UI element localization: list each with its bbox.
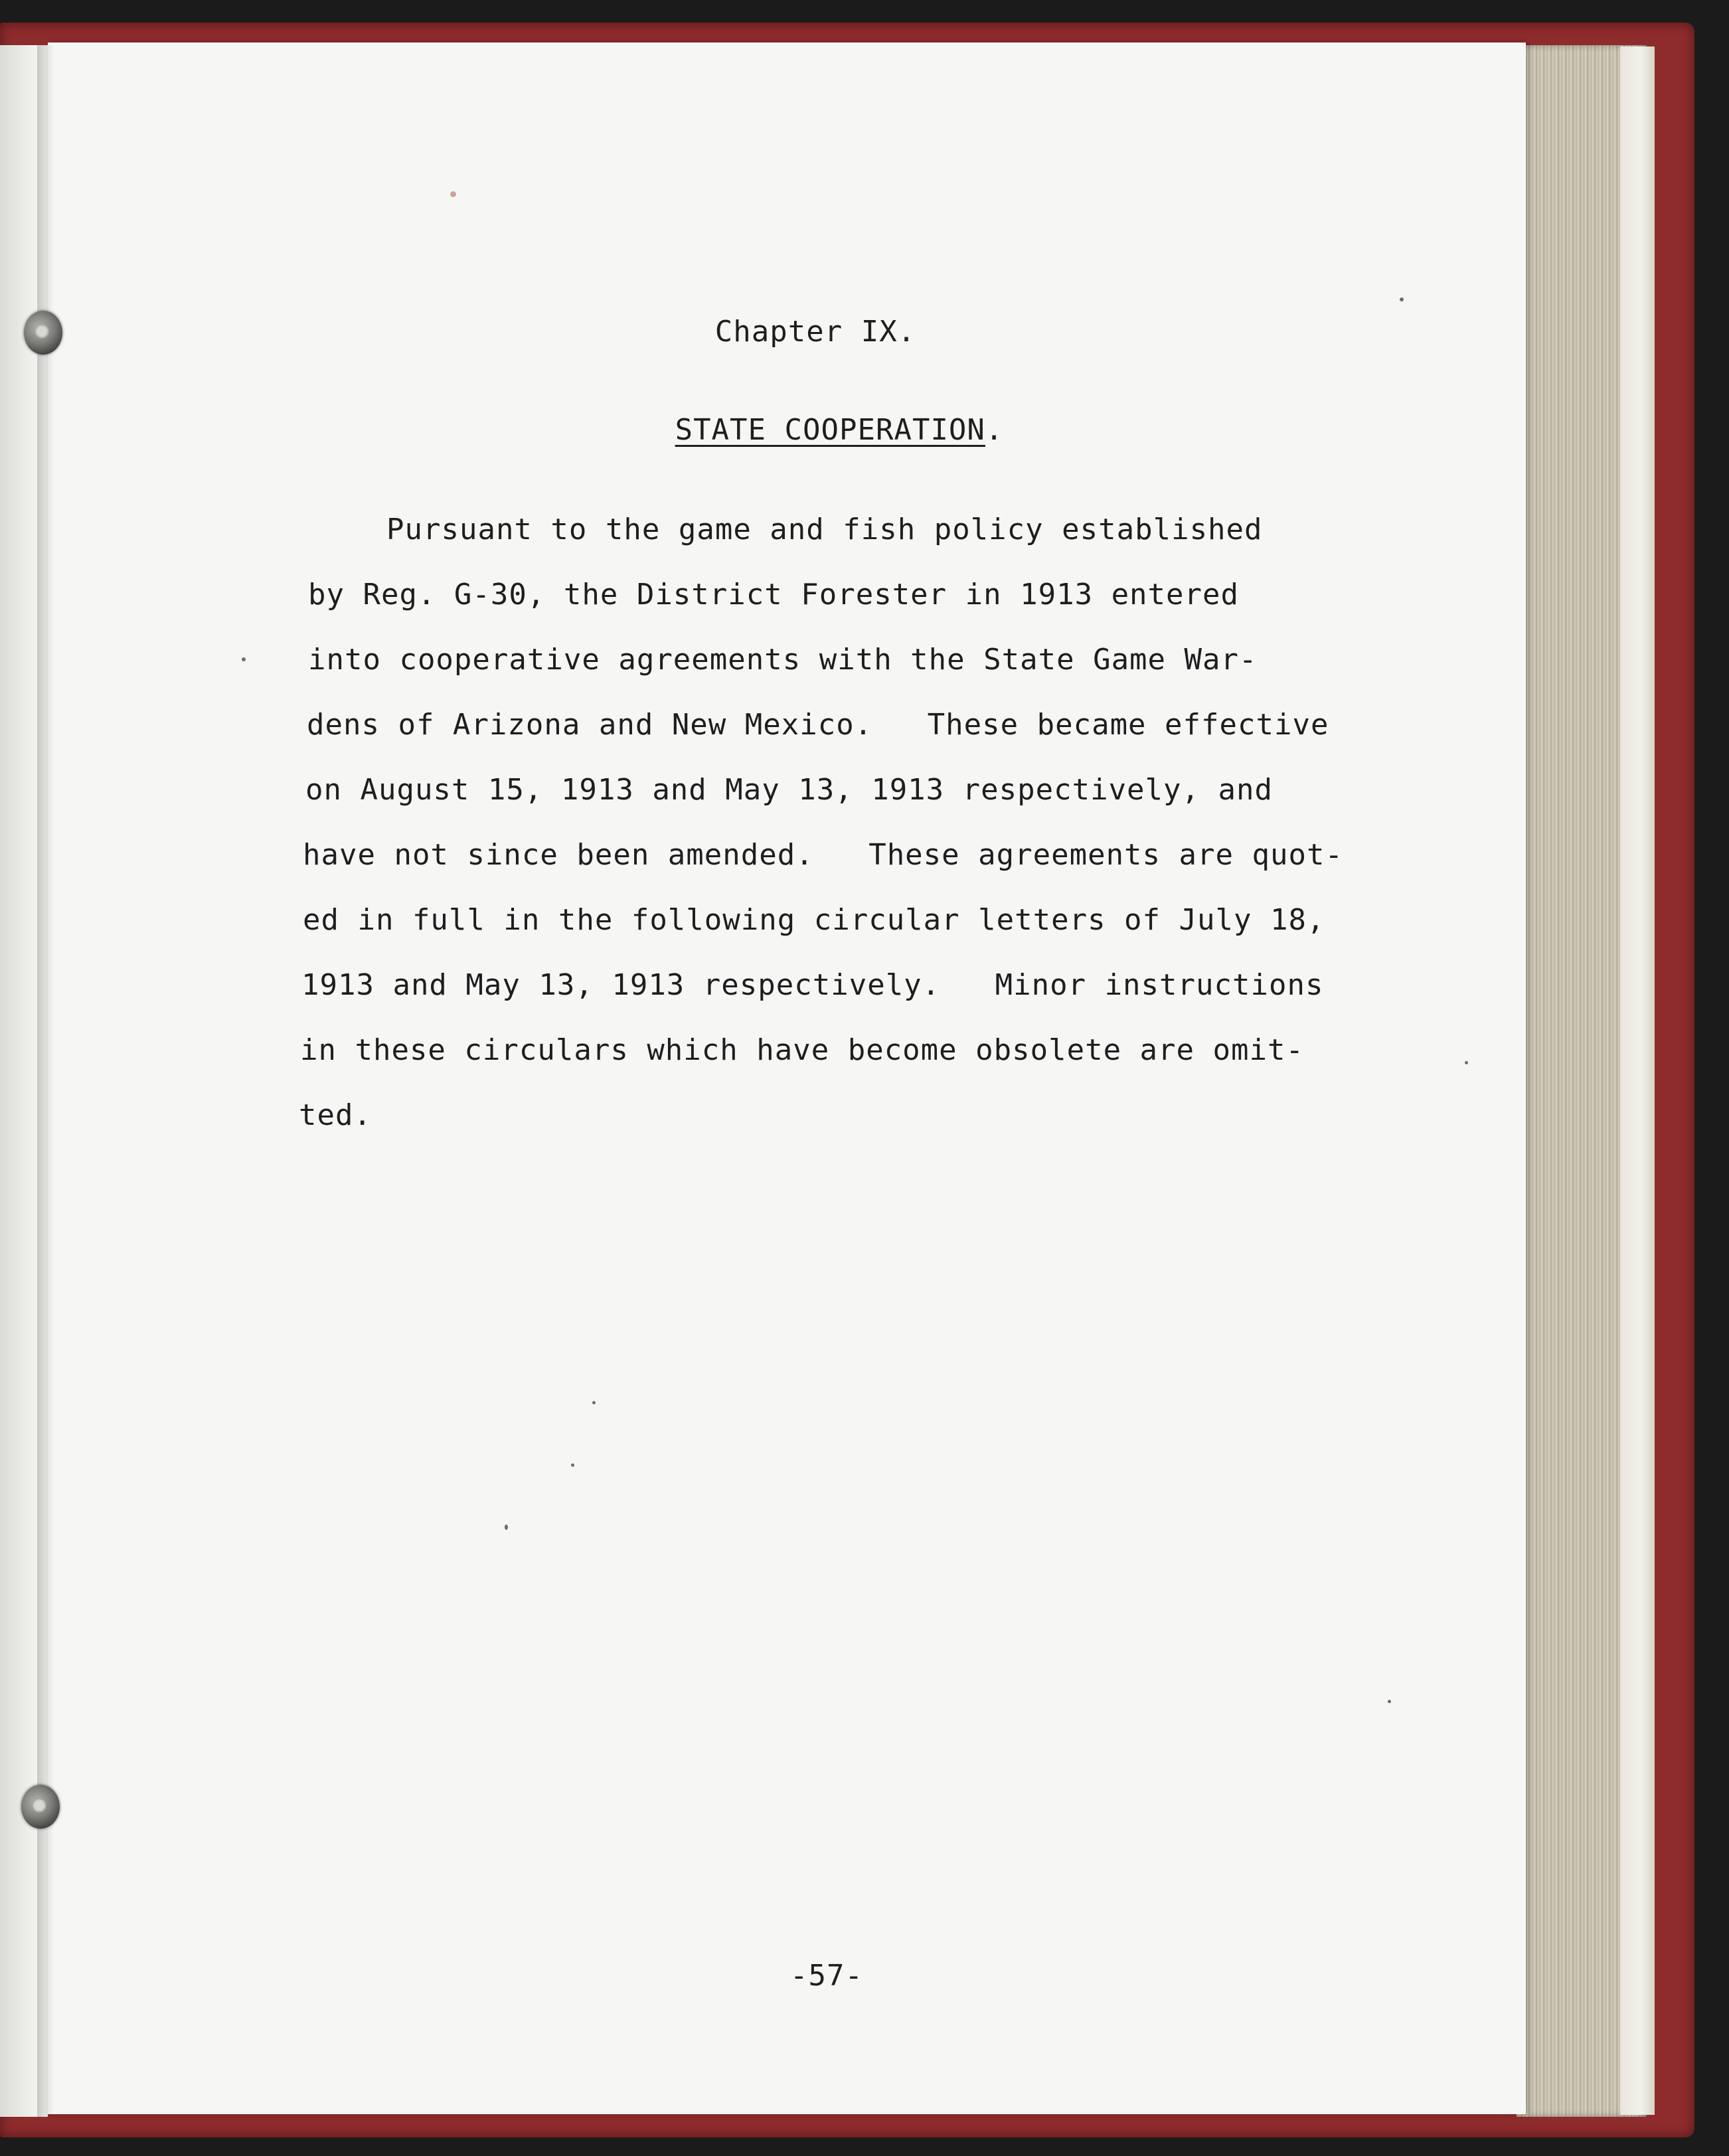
paragraph-line: Pursuant to the game and fish policy established	[386, 513, 1263, 546]
section-heading-text: STATE COOPERATION	[675, 413, 985, 447]
paragraph-line: dens of Arizona and New Mexico. These became effective	[307, 708, 1329, 742]
page-edges-highlight	[1620, 46, 1655, 2115]
paragraph-line: by Reg. G-30, the District Forester in 1913 entered	[308, 578, 1240, 612]
section-heading	[0, 413, 1679, 447]
paragraph-line: ted.	[299, 1098, 372, 1132]
document-page	[48, 42, 1526, 2114]
paper-speck	[592, 1401, 596, 1404]
paper-speck	[450, 191, 456, 197]
paragraph-line: into cooperative agreements with the State Game War-	[308, 643, 1258, 677]
paragraph-line: on August 15, 1913 and May 13, 1913 respectively, and	[305, 773, 1273, 807]
page-number: -57-	[790, 1959, 863, 1993]
paper-speck	[505, 1525, 508, 1530]
paragraph-line: ed in full in the following circular letters of July 18,	[303, 903, 1325, 937]
paper-speck	[242, 657, 246, 661]
paragraph-line: in these circulars which have become obsolete are omit-	[300, 1033, 1304, 1067]
paper-speck	[1400, 297, 1404, 301]
paper-speck	[1388, 1700, 1391, 1703]
paragraph-line: have not since been amended. These agreements are quot-	[303, 838, 1343, 872]
binder-rivet-bottom	[21, 1785, 60, 1829]
paper-speck	[1465, 1061, 1468, 1064]
section-heading-period: .	[985, 413, 1004, 447]
paper-speck	[571, 1463, 574, 1467]
chapter-title: Chapter IX.	[714, 315, 916, 349]
paragraph-line: 1913 and May 13, 1913 respectively. Minor instructions	[301, 968, 1324, 1002]
